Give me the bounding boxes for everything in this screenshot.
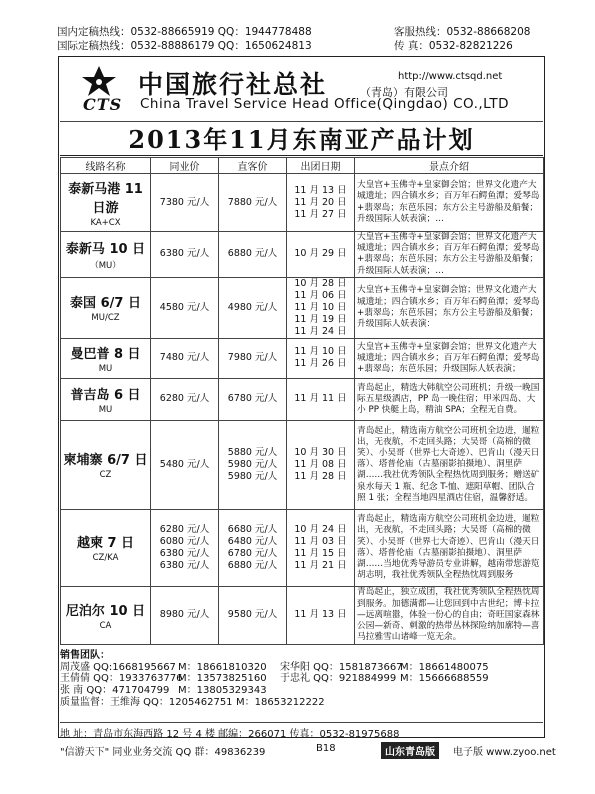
- guest-hotline: 客服热线：0532-88668208: [394, 26, 531, 38]
- departure-dates-cell: [287, 232, 355, 278]
- table-row: [61, 586, 544, 644]
- direct-price: 4980 元/人: [227, 301, 278, 313]
- route-name: 普吉岛 6 日: [70, 387, 141, 403]
- departure-dates-cell: [287, 378, 355, 420]
- qq-group: "信游天下" 同业业务交流 QQ 群：49836239: [60, 747, 266, 758]
- table-row: [61, 338, 544, 378]
- edition-url: 电子版 www.zyoo.net: [453, 747, 556, 758]
- direct-price: 6780 元/人: [227, 547, 278, 559]
- airline-code: （MU）: [90, 260, 121, 271]
- departure-date: 10 月 30 日: [294, 446, 347, 458]
- sales-contact-row: [60, 685, 543, 697]
- attractions-cell: 青岛起止，精选大韩航空公司班机；升级一晚国际五星级酒店，PP 岛一晚住宿；甲米四岛、大小 PP 快艇上岛，精油 SPA；全程无自费。: [355, 378, 544, 420]
- route-name: 泰国 6/7 日: [70, 296, 141, 312]
- trade-price-cell: [151, 378, 219, 420]
- trade-price-cell: [151, 232, 219, 278]
- direct-price-cell: [219, 232, 287, 278]
- direct-price: 5880 元/人: [227, 446, 278, 458]
- departure-date: 11 月 15 日: [294, 547, 347, 559]
- departure-date: 11 月 26 日: [294, 358, 347, 370]
- departure-date: 10 月 28 日: [294, 277, 347, 289]
- sales-contact: M：13573825160: [178, 673, 267, 685]
- website-url: http://www.ctsqd.net: [398, 71, 503, 82]
- departure-date: 10 月 29 日: [294, 248, 347, 260]
- direct-price: 7880 元/人: [227, 196, 278, 208]
- route-name-cell: [61, 586, 151, 644]
- page-title: 2013年11月东南亚产品计划: [60, 124, 543, 156]
- direct-price: 5980 元/人: [227, 458, 278, 470]
- edition-badge: 山东青岛版: [381, 742, 439, 759]
- departure-dates-cell: [287, 277, 355, 338]
- company-cn-name: 中国旅行社总社: [138, 70, 328, 99]
- departure-date: 11 月 21 日: [294, 559, 347, 571]
- col-route-name: 线路名称: [61, 158, 151, 174]
- route-name-cell: [61, 378, 151, 420]
- attractions-cell: 大皇宫+玉佛寺+皇家御会馆；世界文化遗产大城遗址；四合镇水乡；百万年石鳄鱼潭；爱琴岛+翡翠岛；东芭乐园；升级国际人妖表演；: [355, 338, 544, 378]
- trade-price: 8980 元/人: [159, 609, 210, 621]
- departure-dates-cell: [287, 338, 355, 378]
- table-row: [61, 174, 544, 232]
- departure-date: 11 月 28 日: [294, 470, 347, 482]
- departure-date: 11 月 10 日: [294, 346, 347, 358]
- trade-price: 6380 元/人: [159, 559, 210, 571]
- sales-contact: 周茂盛 QQ:1668195667: [60, 661, 176, 673]
- table-row: [61, 232, 544, 278]
- star-icon: [78, 65, 120, 97]
- route-name: 尼泊尔 10 日: [65, 603, 146, 619]
- direct-price: 5980 元/人: [227, 470, 278, 482]
- sales-contact: M：18661810320: [178, 661, 267, 673]
- departure-dates-cell: [287, 586, 355, 644]
- departure-date: 11 月 24 日: [294, 325, 347, 337]
- trade-price: 6280 元/人: [159, 393, 210, 405]
- airline-code: MU/CZ: [91, 313, 120, 324]
- sales-contact: 张 南 QQ：471704799: [60, 685, 170, 697]
- departure-date: 11 月 13 日: [294, 609, 347, 621]
- company-en-name: China Travel Service Head Office(Qingdao) CO.,LTD: [140, 96, 509, 112]
- table-header-row: [61, 158, 544, 174]
- sales-contact: 于忠礼 QQ：921884999: [280, 673, 397, 685]
- trade-price-cell: [151, 420, 219, 509]
- route-name: 泰新马港 11 日游: [68, 181, 143, 216]
- direct-price-cell: [219, 174, 287, 232]
- route-name-cell: [61, 277, 151, 338]
- direct-price-cell: [219, 378, 287, 420]
- sales-contact: M：18661480075: [400, 661, 489, 673]
- col-trade-price: 同业价: [151, 158, 219, 174]
- route-name: 曼巴普 8 日: [70, 346, 141, 362]
- direct-price: 6780 元/人: [227, 393, 278, 405]
- trade-price: 6280 元/人: [159, 523, 210, 535]
- cts-logo: [78, 65, 123, 115]
- trade-price: 4580 元/人: [159, 301, 210, 313]
- direct-price: 6480 元/人: [227, 535, 278, 547]
- page-number: B18: [316, 743, 336, 754]
- departure-date: 11 月 19 日: [294, 313, 347, 325]
- attractions-cell: 青岛起止，精选南方航空公司班机全边进，暹粒出，无夜航，不走回头路；大吴哥（高棉的微笑）、小吴哥（世界七大奇迹）、巴肯山（漫天日落）、塔普伦庙（古墓丽影拍摄地）、洞里萨湖……我社优秀领队全程热忱周到服务；赠送矿泉水每天 1 瓶、纪念 T-恤、遮阳草帽、团队合照 1 张；全程当地四星酒店住宿，温馨舒适。: [355, 420, 544, 509]
- company-address: 地 址：青岛市东海西路 12 号 4 楼 邮编：266071 传真：0532-81975688: [60, 722, 543, 738]
- direct-price: 9580 元/人: [227, 609, 278, 621]
- direct-price: 6880 元/人: [227, 248, 278, 260]
- sales-contact: M：18653212222: [236, 696, 325, 708]
- route-name-cell: [61, 174, 151, 232]
- direct-price-cell: [219, 509, 287, 586]
- table-row: [61, 378, 544, 420]
- trade-price: 7480 元/人: [159, 352, 210, 364]
- sales-contact-row: [60, 673, 543, 685]
- airline-code: KA+CX: [90, 217, 121, 228]
- departure-date: 11 月 10 日: [294, 301, 347, 313]
- route-name: 柬埔寨 6/7 日: [63, 453, 148, 469]
- airline-code: MU: [98, 404, 113, 415]
- table-row: [61, 277, 544, 338]
- route-name-cell: [61, 338, 151, 378]
- sales-contact: 王倩倩 QQ：1933763776: [60, 673, 183, 685]
- trade-price: 6380 元/人: [159, 547, 210, 559]
- airline-code: MU: [98, 363, 113, 374]
- airline-code: CA: [99, 620, 112, 631]
- attractions-cell: 青岛起止，精选南方航空公司班机金边进，暹粒出，无夜航，不走回头路；大吴哥（高棉的微笑）、小吴哥（世界七大奇迹）、巴肯山（漫天日落）、塔普伦庙（古墓丽影拍摄地）、洞里萨湖……当地优秀导游员专业讲解，越南带您游览胡志明，我社优秀领队全程热忱周到服务: [355, 509, 544, 586]
- fax-line: 传 真：0532-82821226: [394, 40, 513, 52]
- direct-price: 6880 元/人: [227, 559, 278, 571]
- trade-price-cell: [151, 509, 219, 586]
- departure-date: 11 月 27 日: [294, 208, 347, 220]
- trade-price-cell: [151, 174, 219, 232]
- banner: [60, 57, 543, 122]
- airline-code: CZ/KA: [92, 553, 119, 564]
- company-suffix: （青岛）有限公司: [360, 86, 448, 99]
- departure-dates-cell: [287, 174, 355, 232]
- sales-team: [60, 650, 543, 708]
- international-hotline: 国际定稿热线：0532-88886179 QQ：1650624813: [57, 40, 312, 52]
- sales-contact: 宋华阳 QQ：1581873667: [280, 661, 403, 673]
- trade-price-cell: [151, 277, 219, 338]
- product-table: [60, 157, 544, 645]
- direct-price-cell: [219, 586, 287, 644]
- sales-title: 销售团队：: [60, 650, 110, 661]
- route-name-cell: [61, 420, 151, 509]
- table-row: [61, 509, 544, 586]
- direct-price: 7980 元/人: [227, 352, 278, 364]
- attractions-cell: 大皇宫+玉佛寺+皇家御会馆；世界文化遗产大城遗址；四合镇水乡；百万年石鳄鱼潭；爱琴岛+翡翠岛；东芭乐园；东方公主号游船及船餐；升级国际人妖表演；…: [355, 174, 544, 232]
- attractions-cell: 大皇宫+玉佛寺+皇家御会馆；世界文化遗产大城遗址；四合镇水乡；百万年石鳄鱼潭；爱琴岛+翡翠岛；东芭乐园；东方公主号游船及船餐；升级国际人妖表演；…: [355, 232, 544, 278]
- departure-date: 11 月 13 日: [294, 184, 347, 196]
- sales-contact: 质量监督：王维海 QQ：1205462751: [60, 696, 233, 708]
- trade-price-cell: [151, 338, 219, 378]
- departure-date: 11 月 11 日: [294, 393, 347, 405]
- route-name: 泰新马 10 日: [65, 241, 146, 257]
- sales-contact: M：13805329343: [178, 685, 267, 697]
- attractions-cell: 大皇宫+玉佛寺+皇家御会馆；世界文化遗产大城遗址；四合镇水乡；百万年石鳄鱼潭；爱琴岛+翡翠岛；东芭乐园；东方公主号游船及船餐；升级国际人妖表演：: [355, 277, 544, 338]
- col-direct-price: 直客价: [219, 158, 287, 174]
- direct-price: 6680 元/人: [227, 523, 278, 535]
- route-name: 越柬 7 日: [76, 536, 135, 552]
- direct-price-cell: [219, 420, 287, 509]
- departure-date: 11 月 06 日: [294, 289, 347, 301]
- departure-date: 11 月 03 日: [294, 535, 347, 547]
- sales-contact-row: [60, 697, 543, 709]
- direct-price-cell: [219, 277, 287, 338]
- departure-dates-cell: [287, 420, 355, 509]
- domestic-hotline: 国内定稿热线：0532-88665919 QQ：1944778488: [57, 26, 312, 38]
- sales-contact: M：15666688559: [400, 673, 489, 685]
- trade-price: 5480 元/人: [159, 458, 210, 470]
- col-departure-date: 出团日期: [287, 158, 355, 174]
- airline-code: CZ: [99, 470, 112, 481]
- col-attractions: 景点介绍: [355, 158, 544, 174]
- trade-price: 6380 元/人: [159, 248, 210, 260]
- departure-date: 10 月 24 日: [294, 523, 347, 535]
- trade-price: 7380 元/人: [159, 196, 210, 208]
- sales-contact-row: [60, 662, 543, 674]
- departure-date: 11 月 08 日: [294, 458, 347, 470]
- attractions-cell: 青岛起止，独立成团，我社优秀领队全程热忱周到服务。加德满都—让您回到中古世纪；博卡拉—远离喧嚣，体验一份心的自由；奇旺国家森林公园—新奇、刺激的热带丛林探险纳加廓特—喜马拉雅雪山诸峰一览无余。: [355, 586, 544, 644]
- trade-price-cell: [151, 586, 219, 644]
- route-name-cell: [61, 232, 151, 278]
- trade-price: 6080 元/人: [159, 535, 210, 547]
- direct-price-cell: [219, 338, 287, 378]
- route-name-cell: [61, 509, 151, 586]
- table-row: [61, 420, 544, 509]
- page-footer: [58, 742, 556, 760]
- cts-logo-text: CTS: [83, 95, 123, 114]
- departure-date: 11 月 20 日: [294, 196, 347, 208]
- departure-dates-cell: [287, 509, 355, 586]
